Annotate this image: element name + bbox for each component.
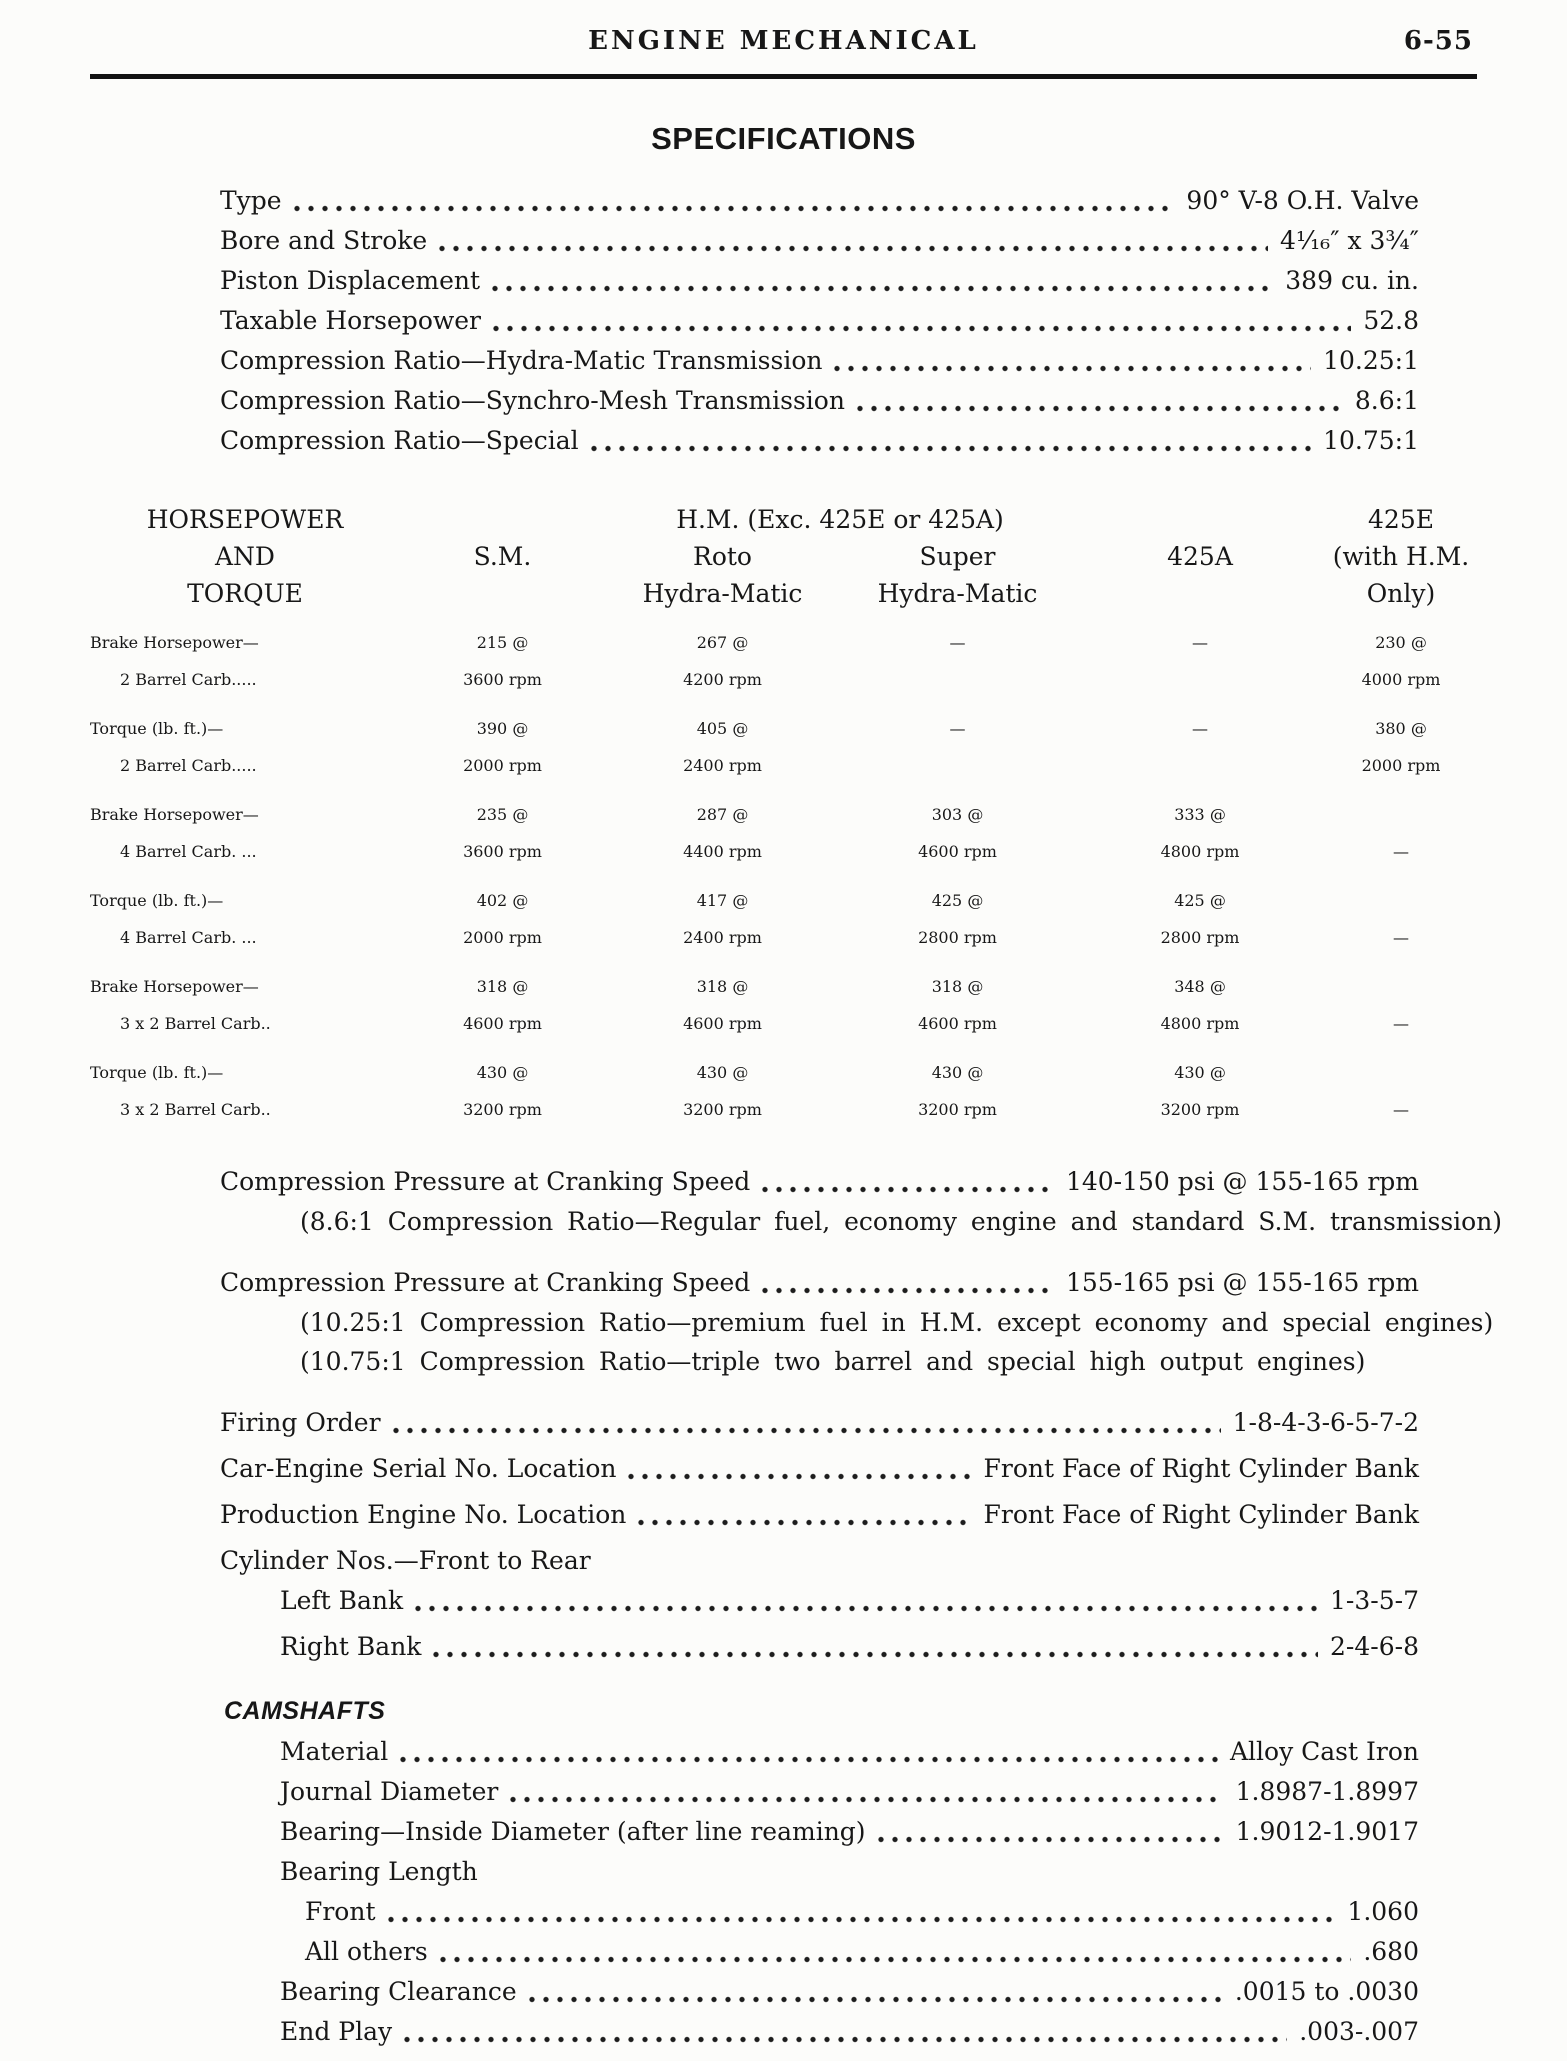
- pressure-row: Compression Pressure at Cranking Speed 155-165 psi @ 155-165 rpm: [220, 1268, 1419, 1297]
- cylinder-row: Left Bank 1-3-5-7: [280, 1586, 1419, 1615]
- row-label: Torque (lb. ft.)—: [90, 1063, 224, 1082]
- spec-row: [220, 421, 1419, 461]
- table-row: [90, 710, 1477, 784]
- row-label: Brake Horsepower—: [90, 977, 259, 996]
- row-sublabel: 4 Barrel Carb. ...: [120, 928, 257, 947]
- cell-425a: 430 @ 3200 rpm: [1160, 1063, 1240, 1119]
- cell-roto: 267 @ 4200 rpm: [683, 633, 762, 689]
- hm-span-label: H.M. (Exc. 425E or 425A): [676, 505, 1004, 534]
- pressure-note: (10.25:1 Compression Ratio—premium fuel in H.M. except economy and special engines): [300, 1308, 1494, 1337]
- dot-leader: [492, 285, 1273, 292]
- camshaft-row: All others .680: [305, 1937, 1419, 1966]
- spec-value: 8.6:1: [1354, 386, 1419, 415]
- spec-value: 4¹⁄₁₆″ x 3¾″: [1280, 226, 1419, 255]
- spec-label: Piston Displacement: [220, 266, 481, 295]
- camshaft-row: Material Alloy Cast Iron: [280, 1737, 1419, 1766]
- pressure-note: (8.6:1 Compression Ratio—Regular fuel, economy engine and standard S.M. transmission): [300, 1207, 1503, 1236]
- row-sublabel: 2 Barrel Carb.....: [120, 756, 257, 775]
- spec-label: Compression Ratio—Hydra-Matic Transmission: [220, 346, 823, 375]
- column-header-425a: 425A: [1167, 542, 1233, 571]
- dot-leader: [393, 1427, 1221, 1434]
- cell-425e: 230 @ 4000 rpm: [1361, 633, 1441, 689]
- dot-leader: [510, 1796, 1223, 1803]
- pressure-note: (10.75:1 Compression Ratio—triple two barrel and special high output engines): [300, 1347, 1366, 1376]
- table-row: [90, 1054, 1477, 1128]
- spec-row: [220, 301, 1419, 341]
- cell-sm: 402 @ 2000 rpm: [463, 891, 542, 947]
- hp-torque-table-body: [90, 624, 1477, 1128]
- camshaft-row: Bearing Length: [280, 1857, 478, 1886]
- dot-leader: [440, 1956, 1352, 1963]
- cylinder-row: Right Bank 2-4-6-8: [280, 1632, 1419, 1661]
- header-rule: [90, 74, 1477, 79]
- running-head: [90, 26, 1477, 72]
- column-header-super: Super Hydra-Matic: [877, 542, 1038, 608]
- dot-leader: [404, 2036, 1287, 2043]
- spec-label: Compression Ratio—Synchro-Mesh Transmission: [220, 386, 845, 415]
- cell-roto: 287 @ 4400 rpm: [683, 805, 762, 861]
- dot-leader: [591, 445, 1311, 452]
- spec-row: [220, 181, 1419, 221]
- dot-leader: [415, 1605, 1318, 1612]
- dot-leader: [433, 1651, 1318, 1658]
- dot-leader: [878, 1836, 1224, 1843]
- cell-roto: 405 @ 2400 rpm: [683, 719, 762, 775]
- camshaft-row: Front 1.060: [305, 1897, 1419, 1926]
- specifications-title: SPECIFICATIONS: [651, 121, 916, 156]
- info-section: [90, 1403, 1477, 1535]
- spec-value: 389 cu. in.: [1285, 266, 1419, 295]
- camshafts-title: CAMSHAFTS: [224, 1697, 386, 1725]
- cell-roto: 417 @ 2400 rpm: [683, 891, 762, 947]
- row-label: Brake Horsepower—: [90, 805, 259, 824]
- pressure-block: [90, 1162, 1503, 1241]
- spec-value: 10.25:1: [1323, 346, 1419, 375]
- cell-sm: 390 @ 2000 rpm: [463, 719, 542, 775]
- cell-425a: —: [1192, 719, 1208, 738]
- dot-leader: [493, 325, 1351, 332]
- spec-label: Type: [220, 186, 282, 215]
- row-sublabel: 3 x 2 Barrel Carb..: [120, 1014, 271, 1033]
- dot-leader: [294, 205, 1175, 212]
- column-header-hm-span: [605, 501, 1075, 612]
- dot-leader: [762, 1287, 1054, 1294]
- info-row: Car-Engine Serial No. Location Front Face of Right Cylinder Bank: [220, 1454, 1419, 1483]
- cell-425a: 348 @ 4800 rpm: [1160, 977, 1240, 1033]
- cell-sm: 215 @ 3600 rpm: [463, 633, 542, 689]
- cell-425e: —: [1393, 1014, 1409, 1033]
- spec-label: Compression Ratio—Special: [220, 426, 579, 455]
- camshaft-row: Bearing—Inside Diameter (after line reaming) 1.9012-1.9017: [280, 1817, 1419, 1846]
- cell-super: 430 @ 3200 rpm: [918, 1063, 997, 1119]
- dot-leader: [638, 1519, 971, 1526]
- page-number: 6-55: [1403, 26, 1473, 56]
- table-row: [90, 882, 1477, 956]
- spec-label: Bore and Stroke: [220, 226, 428, 255]
- spec-label: Taxable Horsepower: [220, 306, 482, 335]
- info-row: Firing Order 1-8-4-3-6-5-7-2: [220, 1408, 1419, 1437]
- cell-425a: 333 @ 4800 rpm: [1160, 805, 1240, 861]
- dot-leader: [834, 365, 1311, 372]
- cell-425a: 425 @ 2800 rpm: [1160, 891, 1240, 947]
- cell-super: 425 @ 2800 rpm: [918, 891, 997, 947]
- dot-leader: [628, 1473, 971, 1480]
- column-header-hp-torque: HORSEPOWER AND TORQUE: [146, 505, 344, 608]
- column-header-roto: Roto Hydra-Matic: [642, 542, 803, 608]
- cylinder-heading: Cylinder Nos.—Front to Rear: [220, 1546, 591, 1575]
- cell-425e: —: [1393, 842, 1409, 861]
- camshaft-row: Journal Diameter 1.8987-1.8997: [280, 1777, 1419, 1806]
- spec-row: [220, 221, 1419, 261]
- spec-row: [220, 261, 1419, 301]
- spec-value: 90° V-8 O.H. Valve: [1186, 186, 1419, 215]
- camshaft-row: Bearing Clearance .0015 to .0030: [280, 1977, 1419, 2006]
- spec-value: 10.75:1: [1323, 426, 1419, 455]
- cylinder-numbers-section: [90, 1541, 1477, 1667]
- cell-super: —: [949, 719, 966, 738]
- cell-super: —: [949, 633, 966, 652]
- cell-425e: —: [1393, 1100, 1409, 1119]
- cell-sm: 318 @ 4600 rpm: [463, 977, 542, 1033]
- camshaft-row: End Play .003-.007: [280, 2017, 1419, 2046]
- hp-torque-table-header: [90, 501, 1477, 612]
- cell-sm: 235 @ 3600 rpm: [463, 805, 542, 861]
- spec-list: [90, 181, 1477, 461]
- pressure-row: Compression Pressure at Cranking Speed 140-150 psi @ 155-165 rpm: [220, 1167, 1419, 1196]
- row-label: Torque (lb. ft.)—: [90, 891, 224, 910]
- cell-425e: —: [1393, 928, 1409, 947]
- dot-leader: [762, 1186, 1054, 1193]
- row-label: Torque (lb. ft.)—: [90, 719, 224, 738]
- row-label: Brake Horsepower—: [90, 633, 259, 652]
- dot-leader: [388, 1916, 1336, 1923]
- spec-value: 52.8: [1363, 306, 1419, 335]
- pressure-block: [90, 1263, 1494, 1381]
- camshafts-section: [90, 1697, 1477, 2052]
- column-header-sm: S.M.: [473, 542, 532, 571]
- table-row: [90, 968, 1477, 1042]
- dot-leader: [400, 1756, 1218, 1763]
- spec-row: [220, 341, 1419, 381]
- table-row: [90, 624, 1477, 698]
- cell-roto: 430 @ 3200 rpm: [683, 1063, 762, 1119]
- cell-super: 318 @ 4600 rpm: [918, 977, 997, 1033]
- dot-leader: [439, 245, 1268, 252]
- cell-425a: —: [1192, 633, 1208, 652]
- page-title: ENGINE MECHANICAL: [588, 26, 979, 56]
- row-sublabel: 3 x 2 Barrel Carb..: [120, 1100, 271, 1119]
- dot-leader: [857, 405, 1343, 412]
- row-sublabel: 2 Barrel Carb.....: [120, 670, 257, 689]
- cell-425e: 380 @ 2000 rpm: [1361, 719, 1441, 775]
- table-row: [90, 796, 1477, 870]
- cell-sm: 430 @ 3200 rpm: [463, 1063, 542, 1119]
- cell-roto: 318 @ 4600 rpm: [683, 977, 762, 1033]
- info-row: Production Engine No. Location Front Face of Right Cylinder Bank: [220, 1500, 1419, 1529]
- cell-super: 303 @ 4600 rpm: [918, 805, 997, 861]
- row-sublabel: 4 Barrel Carb. ...: [120, 842, 257, 861]
- spec-row: [220, 381, 1419, 421]
- column-header-425e: 425E (with H.M. Only): [1332, 505, 1470, 608]
- dot-leader: [529, 1996, 1223, 2003]
